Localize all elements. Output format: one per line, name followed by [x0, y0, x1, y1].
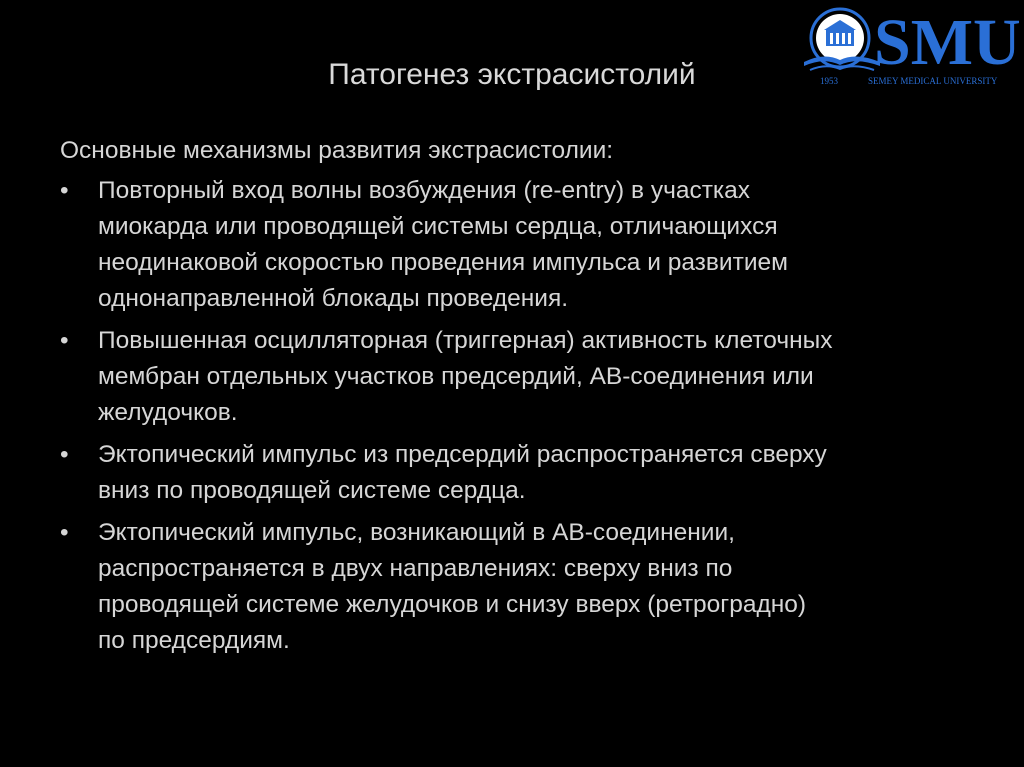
bullet-marker: •: [60, 441, 69, 468]
bullet-item: [60, 515, 980, 659]
bullet-line: вниз по проводящей системе сердца.: [98, 477, 526, 504]
bullet-marker: •: [60, 177, 69, 204]
bullet-marker: •: [60, 327, 69, 354]
logo-year: 1953: [820, 76, 838, 86]
bullet-line: Эктопический импульс из предсердий распространяется сверху: [98, 441, 827, 468]
bullet-line: мембран отдельных участков предсердий, АВ-соединения или: [98, 363, 814, 390]
bullet-item: [60, 173, 980, 317]
bullet-line: по предсердиям.: [98, 627, 290, 654]
bullet-line: Эктопический импульс, возникающий в АВ-соединении,: [98, 519, 735, 546]
bullet-line: желудочков.: [98, 399, 238, 426]
logo-caption: SEMEY MEDICAL UNIVERSITY: [868, 76, 998, 86]
bullet-line: миокарда или проводящей системы сердца, отличающихся: [98, 213, 778, 240]
bullet-line: распространяется в двух направлениях: сверху вниз по: [98, 555, 733, 582]
bullet-line: Повышенная осцилляторная (триггерная) активность клеточных: [98, 327, 833, 354]
bullet-line: проводящей системе желудочков и снизу вверх (ретроградно): [98, 591, 807, 618]
bullet-line: однонаправленной блокады проведения.: [98, 285, 569, 312]
bullet-marker: •: [60, 519, 69, 546]
bullet-item: [60, 323, 980, 431]
bullet-list: [60, 173, 980, 659]
bullet-item: [60, 437, 980, 509]
bullet-line: неодинаковой скоростью проведения импульса и развитием: [98, 249, 788, 276]
slide-body: [60, 133, 980, 665]
lead-text: Основные механизмы развития экстрасистолии:: [60, 137, 614, 164]
logo-text: SMU: [874, 6, 1021, 79]
bullet-line: Повторный вход волны возбуждения (re-entry) в участках: [98, 177, 751, 204]
slide-title: Патогенез экстрасистолий: [328, 58, 696, 91]
